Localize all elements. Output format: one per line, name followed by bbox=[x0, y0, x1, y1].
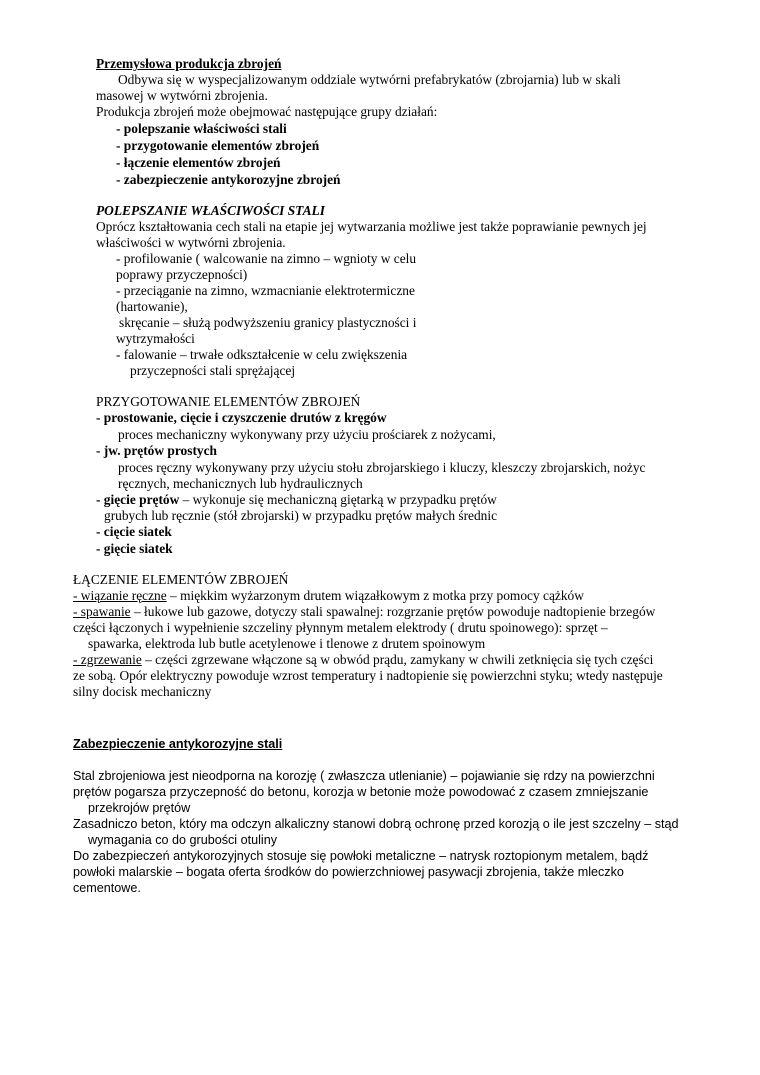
paragraph-line: masowej w wytwórni zbrojenia. bbox=[96, 88, 268, 103]
list-item: - falowanie – trwałe odkształcenie w celu zwiększenia bbox=[116, 347, 408, 362]
term-description: – części zgrzewane włączone są w obwód prądu, zamykany w chwili zetknięcia się tych części bbox=[141, 652, 654, 667]
paragraph-line: przekrojów prętów bbox=[88, 801, 191, 815]
list-item: - łączenie elementów zbrojeń bbox=[116, 155, 281, 170]
list-item: - polepszanie właściwości stali bbox=[116, 121, 287, 136]
list-item-description: proces ręczny wykonywany przy użyciu stołu zbrojarskiego i kluczy, kleszczy zbrojarskich, nożyc bbox=[118, 460, 646, 475]
paragraph-line: silny docisk mechaniczny bbox=[73, 684, 212, 699]
list-item-description: grubych lub ręcznie (stół zbrojarski) w przypadku prętów małych średnic bbox=[104, 508, 498, 523]
paragraph-line: prętów pogarsza przyczepność do betonu, korozja w betonie może powodować z czasem zmniejszanie bbox=[73, 785, 649, 799]
paragraph-line: właściwości w wytwórni zbrojenia. bbox=[96, 235, 286, 250]
list-item-heading: - cięcie siatek bbox=[96, 524, 172, 539]
list-item-description: proces mechaniczny wykonywany przy użyciu prościarek z nożycami, bbox=[118, 427, 496, 442]
list-item: - przeciąganie na zimno, wzmacnianie elektrotermiczne bbox=[116, 283, 415, 298]
term: - zgrzewanie bbox=[73, 652, 142, 667]
paragraph-line: powłoki malarskie – bogata oferta środków do powierzchniowej pasywacji zbrojenia, także mleczko bbox=[73, 865, 624, 879]
section-title-steel-improvement: POLEPSZANIE WŁAŚCIWOŚCI STALI bbox=[96, 203, 325, 218]
list-item: - zabezpieczenie antykorozyjne zbrojeń bbox=[116, 172, 341, 187]
paragraph-line bbox=[73, 588, 584, 604]
list-item-heading: - jw. prętów prostych bbox=[96, 443, 217, 458]
term-description: – łukowe lub gazowe, dotyczy stali spawalnej: rozgrzanie prętów powoduje nadtopienie brzegów bbox=[130, 604, 656, 619]
list-item-description: ręcznych, mechanicznych lub hydraulicznych bbox=[118, 476, 363, 491]
paragraph-line: Stal zbrojeniowa jest nieodporna na korozję ( zwłaszcza utlenianie) – pojawianie się rdzy na powierzchni bbox=[73, 769, 655, 783]
list-item: (hartowanie), bbox=[116, 299, 188, 314]
list-item: przyczepności stali sprężającej bbox=[130, 363, 296, 378]
paragraph-line: cementowe. bbox=[73, 881, 141, 895]
list-item-description: – wykonuje się mechaniczną giętarką w przypadku prętów bbox=[179, 492, 497, 507]
list-item-heading: - prostowanie, cięcie i czyszczenie drutów z kręgów bbox=[96, 410, 387, 425]
list-item: - profilowanie ( walcowanie na zimno – wgnioty w celu bbox=[116, 251, 417, 266]
paragraph-line: wymagania co do grubości otuliny bbox=[88, 833, 278, 847]
term: - wiązanie ręczne bbox=[73, 588, 167, 603]
list-item-heading: - gięcie prętów bbox=[96, 492, 180, 507]
paragraph-line: spawarka, elektroda lub butle acetylenowe i tlenowe z drutem spoinowym bbox=[88, 636, 486, 651]
term: - spawanie bbox=[73, 604, 131, 619]
paragraph-line: części łączonych i wypełnienie szczeliny płynnym metalem elektrody ( drutu spoinowego): sprzęt – bbox=[73, 620, 608, 635]
list-item: poprawy przyczepności) bbox=[116, 267, 248, 282]
paragraph-line: Produkcja zbrojeń może obejmować następujące grupy działań: bbox=[96, 104, 438, 119]
list-item: - przygotowanie elementów zbrojeń bbox=[116, 138, 320, 153]
paragraph-line bbox=[73, 604, 655, 620]
list-item: wytrzymałości bbox=[116, 331, 195, 346]
paragraph-line: Zasadniczo beton, który ma odczyn alkaliczny stanowi dobrą ochronę przed korozją o ile jest szczelny – stąd bbox=[73, 817, 679, 831]
paragraph-line bbox=[73, 652, 653, 668]
paragraph-line: Do zabezpieczeń antykorozyjnych stosuje się powłoki metaliczne – natrysk roztopionym metalem, bądź bbox=[73, 849, 649, 863]
section-title-industrial-production: Przemysłowa produkcja zbrojeń bbox=[96, 56, 282, 71]
section-title-preparation: PRZYGOTOWANIE ELEMENTÓW ZBROJEŃ bbox=[96, 394, 361, 409]
term-description: – miękkim wyżarzonym drutem wiązałkowym z motka przy pomocy cążków bbox=[166, 588, 584, 603]
paragraph-line: ze sobą. Opór elektryczny powoduje wzrost temperatury i nadtopienie się powierzchni styku; wtedy następuje bbox=[73, 668, 663, 683]
list-item bbox=[96, 492, 497, 508]
list-item-heading: - gięcie siatek bbox=[96, 541, 173, 556]
section-title-joining: ŁĄCZENIE ELEMENTÓW ZBROJEŃ bbox=[73, 572, 289, 587]
paragraph-line: Oprócz kształtowania cech stali na etapie jej wytwarzania możliwe jest także poprawianie pewnych jej bbox=[96, 219, 647, 234]
list-item: skręcanie – służą podwyższeniu granicy plastyczności i bbox=[119, 315, 417, 330]
section-title-anticorrosion: Zabezpieczenie antykorozyjne stali bbox=[73, 737, 283, 751]
paragraph-line: Odbywa się w wyspecjalizowanym oddziale wytwórni prefabrykatów (zbrojarnia) lub w skali bbox=[118, 72, 621, 87]
